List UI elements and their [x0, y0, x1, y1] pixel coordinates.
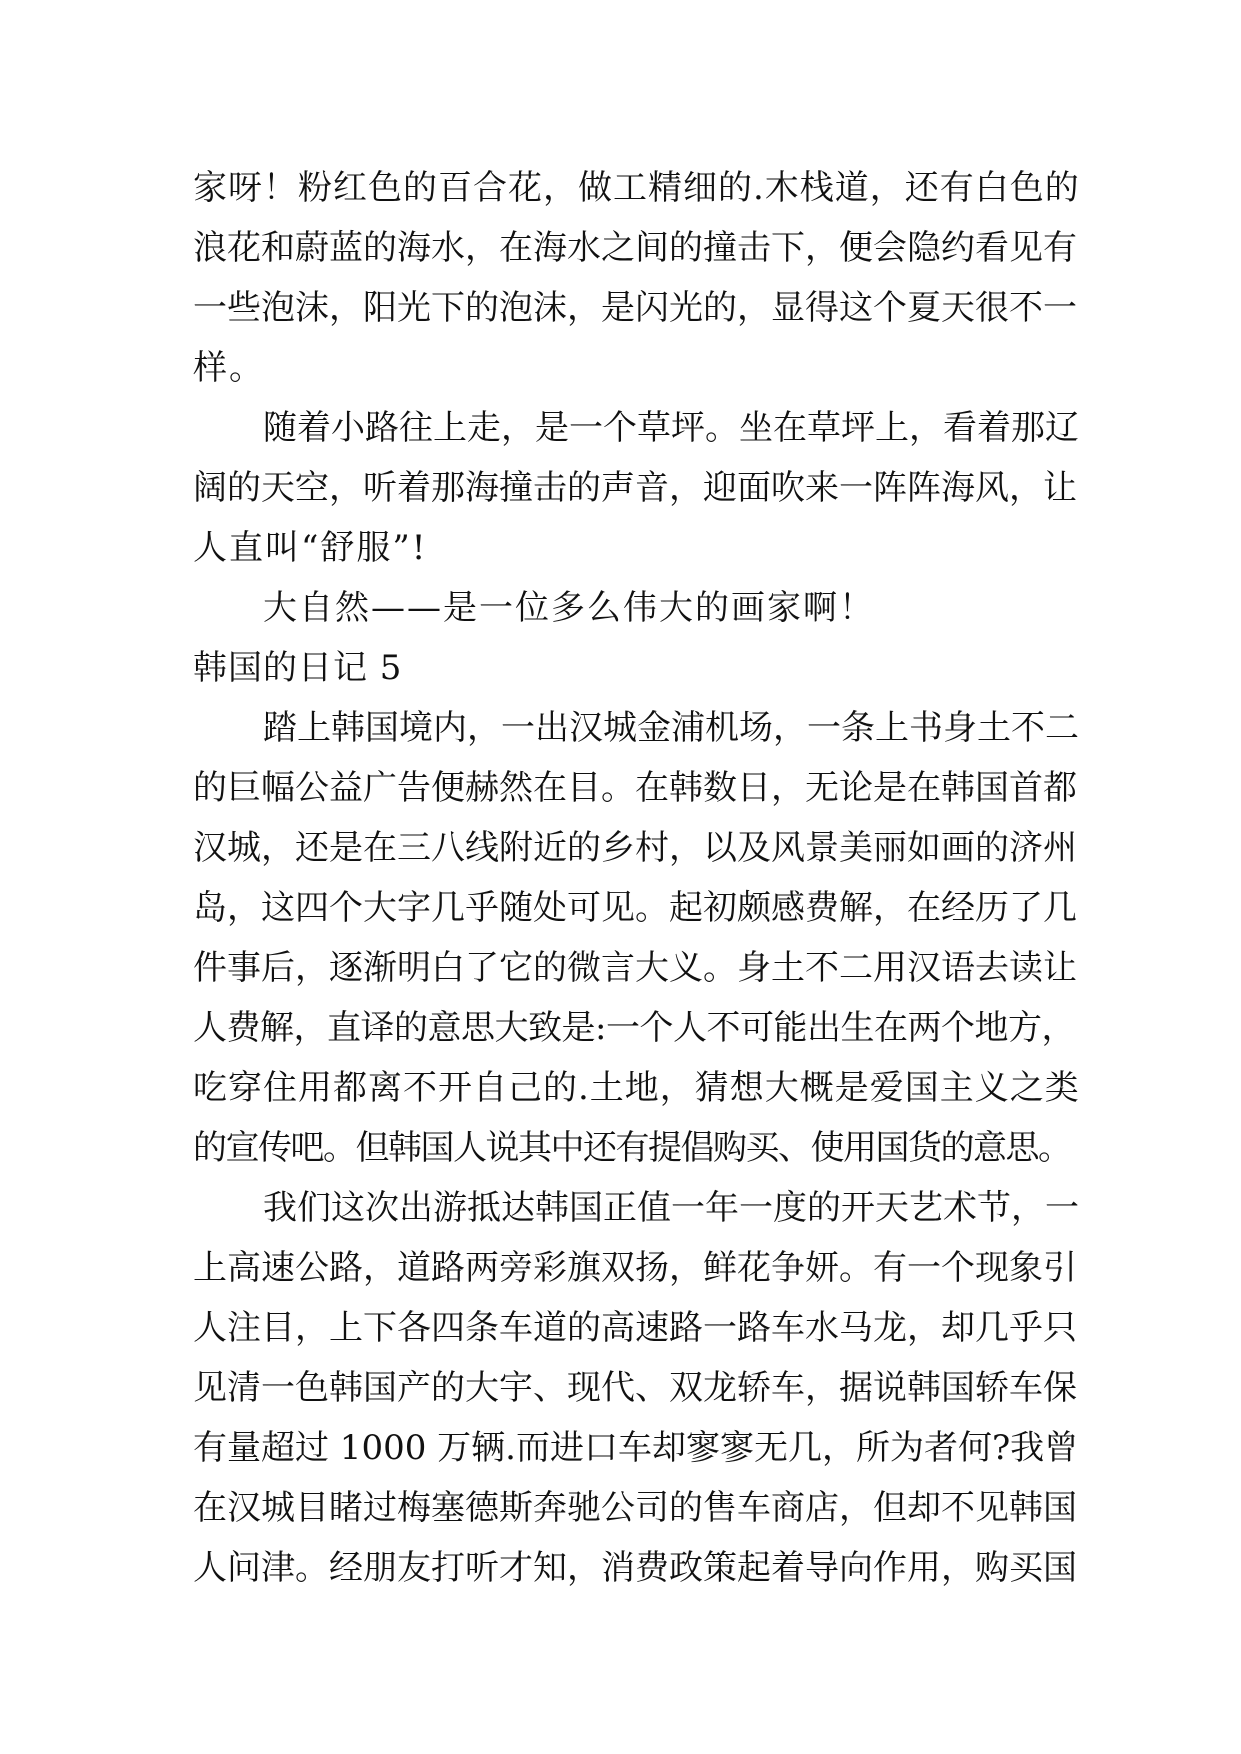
text-line: 随着小路往上走，是一个草坪。坐在草坪上，看着那辽 — [263, 408, 1079, 448]
section-heading: 韩国的日记 5 — [193, 648, 403, 688]
text-line: 人直叫“舒服”! — [193, 528, 428, 568]
document-body — [193, 158, 1083, 1598]
text-line: 在汉城目睹过梅塞德斯奔驰公司的售车商店，但却不见韩国 — [193, 1488, 1077, 1528]
text-line: 踏上韩国境内，一出汉城金浦机场，一条上书身土不二 — [263, 708, 1079, 748]
text-line: 岛，这四个大字几乎随处可见。起初颇感费解，在经历了几 — [193, 888, 1077, 928]
text-line: 人问津。经朋友打听才知，消费政策起着导向作用，购买国 — [193, 1548, 1077, 1588]
text-line: 有量超过 1000 万辆.而进口车却寥寥无几，所为者何?我曾 — [193, 1428, 1079, 1468]
text-line: 人费解，直译的意思大致是:一个人不可能出生在两个地方， — [193, 1008, 1075, 1048]
text-line: 件事后，逐渐明白了它的微言大义。身土不二用汉语去读让 — [193, 948, 1077, 988]
text-line: 上高速公路，道路两旁彩旗双扬，鲜花争妍。有一个现象引 — [193, 1248, 1077, 1288]
text-line: 样。 — [193, 348, 265, 388]
text-line: 的巨幅公益广告便赫然在目。在韩数日，无论是在韩国首都 — [193, 768, 1077, 808]
text-line: 吃穿住用都离不开自己的.土地，猜想大概是爱国主义之类 — [193, 1068, 1080, 1108]
text-line: 大自然——是一位多么伟大的画家啊！ — [263, 588, 875, 628]
text-line: 的宣传吧。但韩国人说其中还有提倡购买、使用国货的意思。 — [193, 1128, 1071, 1168]
text-line: 汉城，还是在三八线附近的乡村，以及风景美丽如画的济州 — [193, 828, 1077, 868]
text-line: 家呀！粉红色的百合花，做工精细的.木栈道，还有白色的 — [193, 168, 1080, 208]
text-line: 见清一色韩国产的大宇、现代、双龙轿车，据说韩国轿车保 — [193, 1368, 1077, 1408]
text-line: 人注目，上下各四条车道的高速路一路车水马龙，却几乎只 — [193, 1308, 1077, 1348]
text-line: 浪花和蔚蓝的海水，在海水之间的撞击下，便会隐约看见有 — [193, 228, 1077, 268]
text-line: 阔的天空，听着那海撞击的声音，迎面吹来一阵阵海风，让 — [193, 468, 1077, 508]
text-line: 我们这次出游抵达韩国正值一年一度的开天艺术节，一 — [263, 1188, 1079, 1228]
text-line: 一些泡沫，阳光下的泡沫，是闪光的，显得这个夏天很不一 — [193, 288, 1077, 328]
